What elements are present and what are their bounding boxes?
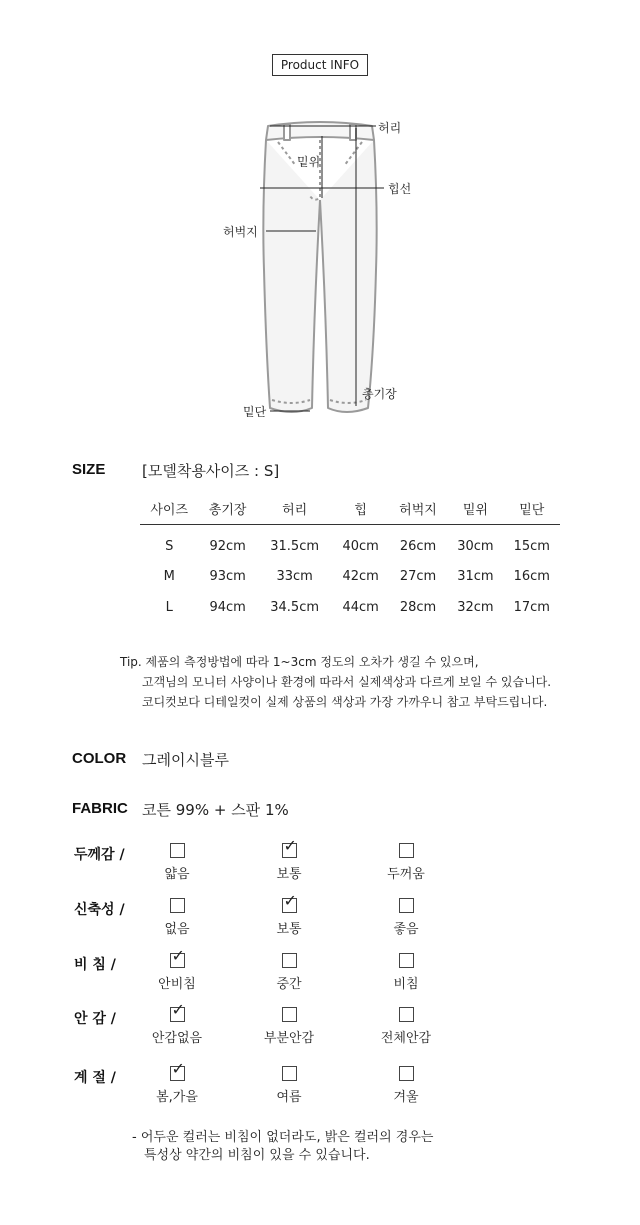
- table-cell: 17cm: [513, 599, 550, 615]
- lining-option[interactable]: [122, 1000, 232, 1046]
- option-label: 겨울: [393, 1090, 419, 1105]
- checkbox[interactable]: [282, 953, 297, 968]
- table-cell: M: [163, 569, 175, 585]
- table-cell: 40cm: [342, 538, 379, 554]
- check-icon: ✓: [283, 891, 297, 910]
- lining-option[interactable]: [234, 1007, 344, 1046]
- tip-line-2: 고객님의 모니터 사양이나 환경에 따라서 실제색상과 다르게 보일 수 있습니다.: [142, 675, 552, 689]
- option-label: 얇음: [164, 867, 190, 882]
- checkbox[interactable]: [282, 1007, 297, 1022]
- lining-label: 안 감 /: [74, 1011, 116, 1027]
- color-value: 그레이시블루: [142, 751, 229, 769]
- product-info-title: Product INFO: [272, 54, 368, 76]
- checkbox[interactable]: [399, 843, 414, 858]
- checkbox[interactable]: [399, 898, 414, 913]
- note-line-1: - 어두운 컬러는 비침이 없더라도, 밝은 컬러의 경우는: [132, 1130, 434, 1145]
- checked-checkbox[interactable]: [170, 1059, 185, 1081]
- checkbox[interactable]: [282, 1066, 297, 1081]
- model-size-note: [모델착용사이즈 : S]: [142, 462, 280, 480]
- checked-checkbox[interactable]: [170, 946, 185, 968]
- table-cell: 28cm: [399, 599, 437, 615]
- season-option[interactable]: [351, 1066, 461, 1105]
- option-label: 보통: [276, 867, 302, 882]
- option-label: 좋음: [393, 922, 419, 937]
- rise-label: 밑위: [297, 155, 321, 169]
- option-label: 두꺼움: [387, 867, 425, 882]
- check-icon: ✓: [171, 1059, 185, 1078]
- checked-checkbox[interactable]: [282, 836, 297, 858]
- hem-label: 밑단: [243, 405, 267, 419]
- option-label: 중간: [276, 977, 302, 992]
- option-label: 전체안감: [380, 1031, 432, 1046]
- note-line-2: 특성상 약간의 비침이 있을 수 있습니다.: [144, 1148, 370, 1163]
- season-option[interactable]: [122, 1059, 232, 1105]
- tip-line-3: 코디컷보다 디테일컷이 실제 상품의 색상과 가장 가까우니 참고 부탁드립니다.: [142, 695, 548, 709]
- checkbox[interactable]: [170, 898, 185, 913]
- thickness-label: 두께감 /: [74, 847, 125, 863]
- header-thigh: 허벅지: [389, 492, 447, 525]
- table-cell: 42cm: [342, 569, 379, 585]
- stretch-label: 신축성 /: [74, 902, 125, 918]
- table-cell: L: [165, 599, 173, 615]
- table-cell: 26cm: [399, 538, 437, 554]
- thigh-label: 허벅지: [223, 225, 258, 239]
- table-cell: 31cm: [457, 569, 494, 585]
- option-label: 비침: [393, 977, 419, 992]
- option-label: 안비침: [158, 977, 196, 992]
- checked-checkbox[interactable]: [282, 891, 297, 913]
- table-row: [140, 592, 560, 623]
- size-table-header: [140, 492, 560, 525]
- stretch-option[interactable]: [351, 898, 461, 937]
- checkbox[interactable]: [399, 953, 414, 968]
- fabric-section-label: FABRIC: [72, 800, 128, 817]
- check-icon: ✓: [283, 836, 297, 855]
- header-hip: 힙: [332, 492, 388, 525]
- checkbox[interactable]: [399, 1066, 414, 1081]
- lining-option[interactable]: [351, 1007, 461, 1046]
- header-rise: 밑위: [447, 492, 503, 525]
- table-cell: 27cm: [399, 569, 437, 585]
- stretch-option[interactable]: [122, 898, 232, 937]
- stretch-option[interactable]: [234, 891, 344, 937]
- table-cell: 93cm: [209, 569, 246, 585]
- fabric-value: 코튼 99% + 스판 1%: [142, 801, 289, 819]
- header-length: 총기장: [198, 492, 256, 525]
- checkbox[interactable]: [170, 843, 185, 858]
- table-cell: 32cm: [457, 599, 494, 615]
- table-cell: 31.5cm: [270, 538, 320, 554]
- season-label: 계 절 /: [74, 1070, 116, 1086]
- thickness-option[interactable]: [234, 836, 344, 882]
- hip-label: 힙선: [388, 182, 412, 196]
- checked-checkbox[interactable]: [170, 1000, 185, 1022]
- check-icon: ✓: [171, 1000, 185, 1019]
- table-cell: 92cm: [209, 538, 246, 554]
- header-size: 사이즈: [140, 492, 198, 525]
- size-section-label: SIZE: [72, 461, 106, 478]
- sheerness-option[interactable]: [351, 953, 461, 992]
- color-section-label: COLOR: [72, 750, 127, 767]
- table-cell: 15cm: [513, 538, 550, 554]
- table-cell: S: [165, 538, 174, 554]
- sheerness-option[interactable]: [234, 953, 344, 992]
- option-label: 봄,가을: [156, 1090, 198, 1105]
- table-cell: 30cm: [457, 538, 494, 554]
- pants-measurement-diagram: [0, 110, 640, 430]
- thickness-option[interactable]: [351, 843, 461, 882]
- measurement-tip: [120, 652, 551, 712]
- size-table: [140, 492, 560, 623]
- waist-label: 허리: [378, 121, 402, 135]
- option-label: 없음: [164, 922, 190, 937]
- table-row: [140, 525, 560, 562]
- option-label: 부분안감: [263, 1031, 315, 1046]
- transparency-note: [132, 1129, 433, 1165]
- table-cell: 34.5cm: [270, 599, 320, 615]
- option-label: 보통: [276, 922, 302, 937]
- sheerness-option[interactable]: [122, 946, 232, 992]
- length-label: 총기장: [362, 387, 397, 401]
- table-cell: 94cm: [209, 599, 246, 615]
- option-label: 여름: [276, 1090, 302, 1105]
- header-waist: 허리: [257, 492, 333, 525]
- thickness-option[interactable]: [122, 843, 232, 882]
- check-icon: ✓: [171, 946, 185, 965]
- table-cell: 16cm: [513, 569, 550, 585]
- checkbox[interactable]: [399, 1007, 414, 1022]
- tip-line-1: Tip. 제품의 측정방법에 따라 1~3cm 정도의 오차가 생길 수 있으며,: [120, 655, 479, 669]
- table-cell: 44cm: [342, 599, 379, 615]
- sheerness-label: 비 침 /: [74, 957, 116, 973]
- table-row: [140, 562, 560, 593]
- option-label: 안감없음: [151, 1031, 203, 1046]
- header-hem: 밑단: [504, 492, 560, 525]
- table-cell: 33cm: [276, 569, 313, 585]
- season-option[interactable]: [234, 1066, 344, 1105]
